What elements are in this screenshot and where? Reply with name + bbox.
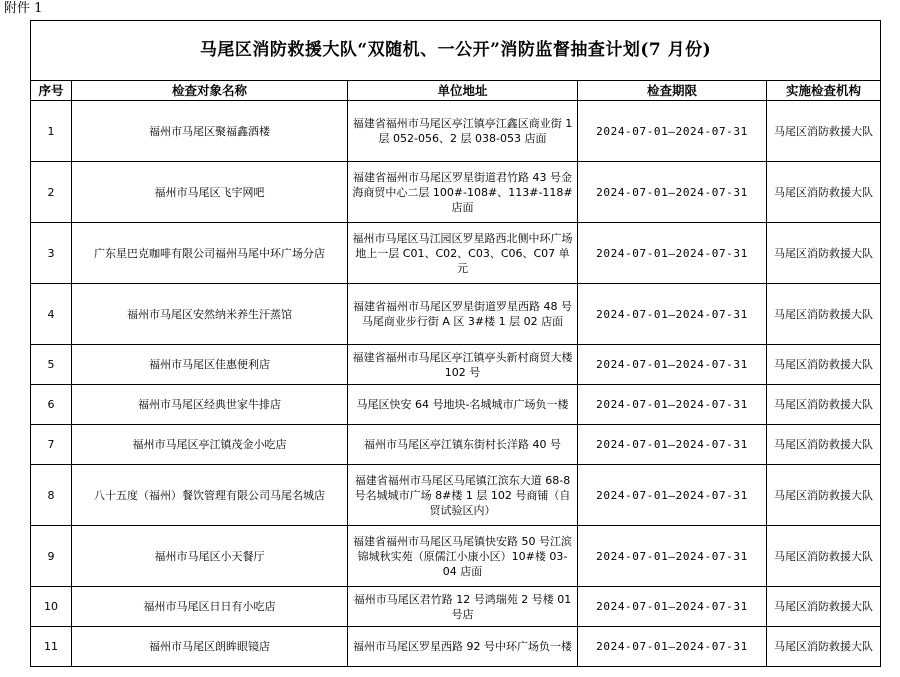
row-no: 6 bbox=[31, 385, 72, 425]
row-no: 11 bbox=[31, 627, 72, 667]
column-header-name: 检查对象名称 bbox=[72, 81, 348, 101]
row-name: 广东星巴克咖啡有限公司福州马尾中环广场分店 bbox=[72, 223, 348, 284]
column-header-period: 检查期限 bbox=[578, 81, 767, 101]
row-no: 10 bbox=[31, 587, 72, 627]
row-name: 福州市马尾区小天餐厅 bbox=[72, 526, 348, 587]
table-row bbox=[31, 385, 881, 425]
column-header-address: 单位地址 bbox=[348, 81, 578, 101]
row-name: 福州市马尾区佳惠便利店 bbox=[72, 345, 348, 385]
row-no: 7 bbox=[31, 425, 72, 465]
row-no: 8 bbox=[31, 465, 72, 526]
row-period: 2024-07-01—2024-07-31 bbox=[578, 425, 767, 465]
table-row bbox=[31, 465, 881, 526]
row-agency: 马尾区消防救援大队 bbox=[767, 385, 881, 425]
row-agency: 马尾区消防救援大队 bbox=[767, 101, 881, 162]
row-no: 3 bbox=[31, 223, 72, 284]
plan-title: 马尾区消防救援大队“双随机、一公开”消防监督抽查计划(7 月份) bbox=[31, 21, 881, 81]
row-name: 福州市马尾区经典世家牛排店 bbox=[72, 385, 348, 425]
row-agency: 马尾区消防救援大队 bbox=[767, 627, 881, 667]
row-address: 福州市马尾区马江园区罗星路西北侧中环广场地上一层 C01、C02、C03、C06、C07 单元 bbox=[348, 223, 578, 284]
row-agency: 马尾区消防救援大队 bbox=[767, 223, 881, 284]
table-row bbox=[31, 162, 881, 223]
row-address: 福州市马尾区亭江镇东街村长洋路 40 号 bbox=[348, 425, 578, 465]
row-name: 福州市马尾区日日有小吃店 bbox=[72, 587, 348, 627]
row-period: 2024-07-01—2024-07-31 bbox=[578, 162, 767, 223]
row-period: 2024-07-01—2024-07-31 bbox=[578, 526, 767, 587]
column-header-no: 序号 bbox=[31, 81, 72, 101]
row-name: 福州市马尾区朗眸眼镜店 bbox=[72, 627, 348, 667]
row-address: 福州市马尾区君竹路 12 号鸿瑞苑 2 号楼 01 号店 bbox=[348, 587, 578, 627]
table-row bbox=[31, 627, 881, 667]
table-row bbox=[31, 345, 881, 385]
row-no: 2 bbox=[31, 162, 72, 223]
row-period: 2024-07-01—2024-07-31 bbox=[578, 587, 767, 627]
table-row bbox=[31, 101, 881, 162]
row-address: 马尾区快安 64 号地块-名城城市广场负一楼 bbox=[348, 385, 578, 425]
row-period: 2024-07-01—2024-07-31 bbox=[578, 223, 767, 284]
row-period: 2024-07-01—2024-07-31 bbox=[578, 465, 767, 526]
row-no: 9 bbox=[31, 526, 72, 587]
row-agency: 马尾区消防救援大队 bbox=[767, 425, 881, 465]
row-period: 2024-07-01—2024-07-31 bbox=[578, 284, 767, 345]
row-agency: 马尾区消防救援大队 bbox=[767, 587, 881, 627]
table-row bbox=[31, 526, 881, 587]
row-name: 福州市马尾区聚福鑫酒楼 bbox=[72, 101, 348, 162]
row-agency: 马尾区消防救援大队 bbox=[767, 465, 881, 526]
annex-label: 附件 1 bbox=[4, 1, 43, 16]
row-period: 2024-07-01—2024-07-31 bbox=[578, 101, 767, 162]
row-name: 福州市马尾区安然纳米养生汗蒸馆 bbox=[72, 284, 348, 345]
table-row bbox=[31, 284, 881, 345]
row-period: 2024-07-01—2024-07-31 bbox=[578, 627, 767, 667]
table-row bbox=[31, 223, 881, 284]
column-header-agency: 实施检查机构 bbox=[767, 81, 881, 101]
row-period: 2024-07-01—2024-07-31 bbox=[578, 345, 767, 385]
row-name: 福州市马尾区亭江镇茂金小吃店 bbox=[72, 425, 348, 465]
row-agency: 马尾区消防救援大队 bbox=[767, 162, 881, 223]
row-agency: 马尾区消防救援大队 bbox=[767, 345, 881, 385]
row-no: 1 bbox=[31, 101, 72, 162]
row-address: 福建省福州市马尾区罗星街道罗星西路 48 号马尾商业步行街 A 区 3#楼 1 层 02 店面 bbox=[348, 284, 578, 345]
row-agency: 马尾区消防救援大队 bbox=[767, 526, 881, 587]
row-address: 福建省福州市马尾区马尾镇快安路 50 号江滨锦城秋实苑（原儒江小康小区）10#楼 03-04 店面 bbox=[348, 526, 578, 587]
row-name: 八十五度（福州）餐饮管理有限公司马尾名城店 bbox=[72, 465, 348, 526]
row-no: 4 bbox=[31, 284, 72, 345]
row-period: 2024-07-01—2024-07-31 bbox=[578, 385, 767, 425]
row-address: 福建省福州市马尾区马尾镇江滨东大道 68-8 号名城城市广场 8#楼 1 层 102 号商铺（自贸试验区内） bbox=[348, 465, 578, 526]
row-address: 福建省福州市马尾区亭江镇亭头新村商贸大楼 102 号 bbox=[348, 345, 578, 385]
table-row bbox=[31, 587, 881, 627]
row-address: 福建省福州市马尾区罗星街道君竹路 43 号金海商贸中心二层 100#-108#、113#-118#店面 bbox=[348, 162, 578, 223]
row-agency: 马尾区消防救援大队 bbox=[767, 284, 881, 345]
row-name: 福州市马尾区飞宇网吧 bbox=[72, 162, 348, 223]
table-header-row bbox=[31, 81, 881, 101]
row-address: 福建省福州市马尾区亭江镇亭江鑫区商业街 1 层 052-056、2 层 038-053 店面 bbox=[348, 101, 578, 162]
inspection-plan-table bbox=[30, 20, 881, 667]
table-row bbox=[31, 425, 881, 465]
row-no: 5 bbox=[31, 345, 72, 385]
row-address: 福州市马尾区罗星西路 92 号中环广场负一楼 bbox=[348, 627, 578, 667]
